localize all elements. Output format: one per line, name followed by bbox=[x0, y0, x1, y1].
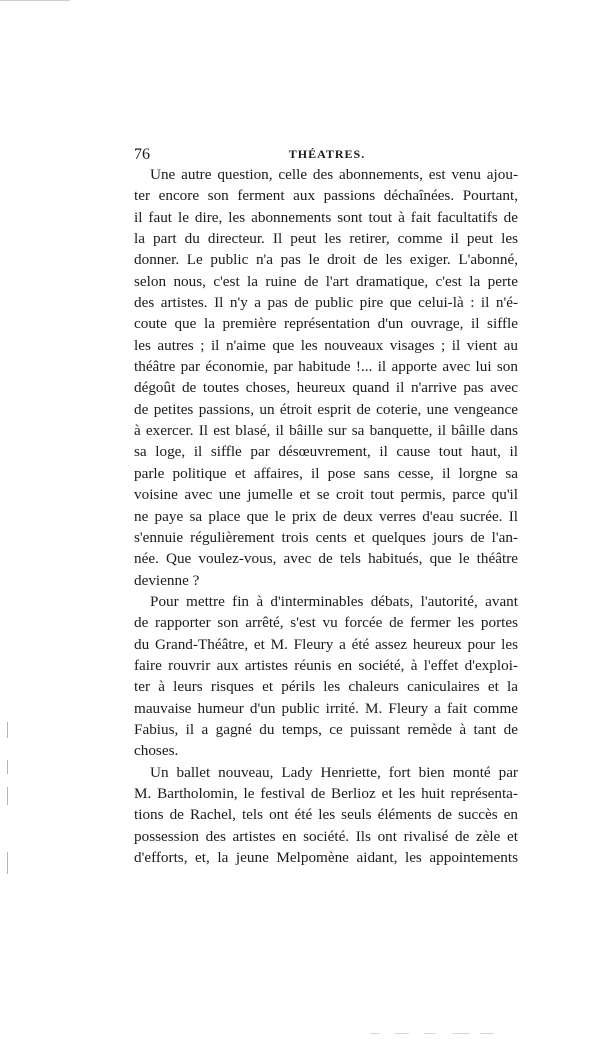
text-line: M. Bartholomin, le festival de Berlioz et les huit représenta- bbox=[134, 784, 518, 802]
text-line: voisine avec une jumelle et se croit tout permis, parce qu'il bbox=[134, 486, 518, 504]
text-line: Fabius, il a gagné du temps, ce puissant remède à tant de bbox=[134, 720, 518, 738]
text-line: la part du directeur. Il peut les retirer, comme il peut les bbox=[134, 230, 518, 248]
text-line: Une autre question, celle des abonnements, est venu ajou- bbox=[150, 166, 518, 183]
text-line: ne paye sa place que le prix de deux verres d'eau sucrée. Il bbox=[134, 507, 518, 525]
text-line: ter encore son ferment aux passions déchaînées. Pourtant, bbox=[134, 187, 518, 205]
text-line: selon nous, c'est la ruine de l'art dramatique, c'est la perte bbox=[134, 272, 518, 290]
margin-scan-mark bbox=[7, 722, 8, 738]
text-line: d'efforts, et, la jeune Melpomène aidant, les appointements bbox=[134, 849, 518, 866]
page-number: 76 bbox=[134, 146, 150, 163]
text-line: mauvaise humeur d'un public irrité. M. Fleury a fait comme bbox=[134, 699, 518, 717]
scan-dash bbox=[424, 1033, 436, 1034]
text-line: ter à leurs risques et périls les chaleurs caniculaires et la bbox=[134, 678, 518, 696]
text-line: il faut le dire, les abonnements sont tout à fait facultatifs de bbox=[134, 208, 518, 226]
text-line: théâtre par économie, par habitude !... il apporte avec lui son bbox=[134, 358, 518, 376]
text-line: s'ennuie régulièrement trois cents et quelques jours de l'an- bbox=[134, 528, 518, 546]
text-line: des artistes. Il n'y a pas de public pire que celui-là : il n'é- bbox=[134, 294, 518, 312]
text-line: de rapporter son arrêté, s'est vu forcée de fermer les portes bbox=[134, 614, 518, 632]
scan-dash bbox=[395, 1033, 409, 1034]
running-title: THÉATRES. bbox=[288, 147, 366, 161]
running-header bbox=[134, 146, 520, 166]
text-line: coute que la première représentation d'un ouvrage, il siffle bbox=[134, 315, 518, 333]
text-line: devienne ? bbox=[134, 571, 200, 589]
scan-dash bbox=[480, 1033, 494, 1034]
text-line: dégoût de toutes choses, heureux quand il n'arrive pas avec bbox=[134, 379, 518, 397]
text-line: du Grand-Théâtre, et M. Fleury a été assez heureux pour les bbox=[134, 635, 518, 653]
text-line: Pour mettre fin à d'interminables débats, l'autorité, avant bbox=[150, 592, 518, 610]
scan-dash bbox=[370, 1033, 380, 1034]
text-line: les autres ; il n'aime que les nouveaux visages ; il vient au bbox=[134, 336, 518, 354]
text-line: née. Que voulez-vous, avec de tels habitués, que le théâtre bbox=[134, 550, 518, 568]
text-line: donner. Le public n'a pas le droit de les exiger. L'abonné, bbox=[134, 251, 518, 269]
margin-scan-mark bbox=[7, 852, 8, 874]
text-line: à exercer. Il est blasé, il bâille sur sa banquette, il bâille dans bbox=[134, 422, 518, 440]
text-line: choses. bbox=[134, 742, 179, 760]
text-line: de petites passions, un étroit esprit de coterie, une vengeance bbox=[134, 400, 518, 418]
margin-scan-mark bbox=[7, 760, 8, 774]
text-line: sa loge, il siffle par désœuvrement, il cause tout haut, il bbox=[134, 443, 518, 461]
text-line: tions de Rachel, tels ont été les seuls éléments de succès en bbox=[134, 806, 518, 824]
scan-edge-rule bbox=[0, 0, 70, 1]
text-line: parle politique et affaires, il pose sans cesse, il lorgne sa bbox=[134, 464, 518, 482]
text-line: possession des artistes en société. Ils ont rivalisé de zèle et bbox=[134, 827, 518, 845]
text-line: Un ballet nouveau, Lady Henriette, fort bien monté par bbox=[150, 763, 518, 781]
text-line: faire rouvrir aux artistes réunis en société, à l'effet d'exploi- bbox=[134, 656, 518, 674]
scan-dash bbox=[452, 1033, 470, 1034]
margin-scan-mark bbox=[7, 787, 8, 805]
body-text bbox=[134, 164, 518, 868]
